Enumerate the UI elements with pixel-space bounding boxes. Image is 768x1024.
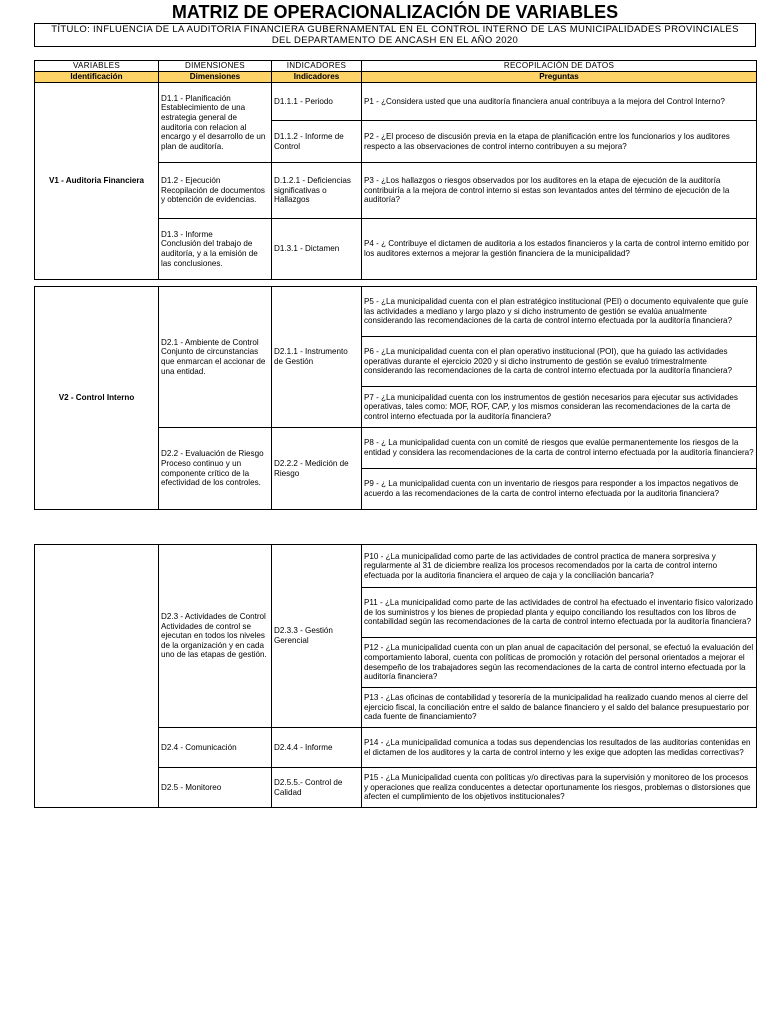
indicator-d1-3-1: D1.3.1 - Dictamen	[272, 219, 362, 280]
question-p9: P9 - ¿ La municipalidad cuenta con un inventario de riesgos para responder a los impactos negativos de acuerdo a las recomendaciones de la carta de control interno efectuada por la auditoria financiera?	[362, 469, 757, 510]
dimension-description: Recopilación de documentos y obtención de evidencias.	[161, 185, 265, 205]
dimension-description: Conjunto de circunstancias que enmarcan el accionar de una entidad.	[161, 347, 266, 376]
question-p13: P13 - ¿Las oficinas de contabilidad y tesorería de la municipalidad ha realizado cuando menos al cierre del ejercicio fiscal, la conciliación entre el saldo de balance financiero y el saldo del balance presupuestario por cada fuente de financiamiento?	[362, 688, 757, 728]
variable-cell-empty	[35, 545, 159, 808]
dimension-title: D2.2 - Evaluación de Riesgo	[161, 449, 264, 459]
dimension-description: Proceso continuo y un componente crítico de la efectividad de los controles.	[161, 458, 261, 488]
question-p14: P14 - ¿La municipalidad comunica a todas sus dependencias los resultados de las auditorias contenidas en el dictamen de los auditores y la carta de control interno y les exige que adopten las medidas correctivas?	[362, 728, 757, 768]
question-p1: P1 - ¿Considera usted que una auditoría financiera anual contribuya a la mejora del Control Interno?	[362, 83, 757, 121]
operationalization-matrix-part-1	[34, 60, 757, 280]
dimension-d2-2	[159, 428, 272, 510]
dimension-d2-5: D2.5 - Monitoreo	[159, 768, 272, 808]
variable-v2: V2 - Control Interno	[35, 287, 159, 510]
subheader-preguntas: Preguntas	[362, 72, 757, 83]
dimension-description: Establecimiento de una estrategia general de auditoria con relacion al encargo y el desarrollo de un plan de auditoría.	[161, 103, 266, 151]
indicator-d2-4-4: D2.4.4 - Informe	[272, 728, 362, 768]
subtitle-line-2: DEL DEPARTAMENTO DE ANCASH EN EL AÑO 2020	[271, 35, 519, 46]
table-row	[35, 83, 757, 121]
indicator-d1-1-1: D1.1.1 - Periodo	[272, 83, 362, 121]
dimension-d1-1	[159, 83, 272, 163]
subheader-dimensiones: Dimensiones	[159, 72, 272, 83]
table-row	[35, 545, 757, 588]
operationalization-matrix-v2	[34, 286, 757, 510]
indicator-d1-2-1: D.1.2.1 - Deficiencias significativas o Hallazgos	[272, 163, 362, 219]
indicator-d2-2-2: D2.2.2 - Medición de Riesgo	[272, 428, 362, 510]
question-p15: P15 - ¿La Municipalidad cuenta con políticas y/o directivas para la supervisión y monitoreo de los procesos y operaciones que realiza conducentes a detectar oportunamente los riesgos, problemas o distorsiones que afecten el cumplimiento de los objetivos institucionales?	[362, 768, 757, 808]
question-p6: P6 - ¿La municipalidad cuenta con el plan operativo institucional (POI), que ha guiado las actividades operativas durante el ejercicio 2020 y si dicho instrumento de gestión se evaluó trimestralmente considerando las recomendaciones de la carta de control interno efectuada por la auditoría financiera?	[362, 337, 757, 387]
table-row	[35, 287, 757, 337]
operationalization-matrix-part-2	[34, 544, 757, 808]
subheader-row	[35, 72, 757, 83]
variable-v1: V1 - Auditoria Financiera	[35, 83, 159, 280]
subheader-identificacion: Identificación	[35, 72, 159, 83]
dimension-d2-1	[159, 287, 272, 428]
dimension-title: D2.1 - Ambiente de Control	[161, 337, 259, 347]
question-p8: P8 - ¿ La municipalidad cuenta con un comité de riesgos que evalúe permanentemente los riesgos de la entidad y considera las recomendaciones de la carta de control interno efectuada por la auditoría financiera?	[362, 428, 757, 469]
dimension-d2-3	[159, 545, 272, 728]
indicator-d2-3-3: D2.3.3 - Gestión Gerencial	[272, 545, 362, 728]
question-p7: P7 - ¿La municipalidad cuenta con los instrumentos de gestión necesarios para ejecutar sus actividades operativas, tales como: MOF, ROF, CAP, y los mismos consideran las recomendaciones de la carta de control interno efectuada por la auditoría financiera?	[362, 387, 757, 428]
dimension-d2-4: D2.4 - Comunicación	[159, 728, 272, 768]
dimension-d1-2	[159, 163, 272, 219]
dimension-title: D1.1 - Planificación	[161, 93, 231, 103]
question-p10: P10 - ¿La municipalidad como parte de las actividades de control practica de manera sorpresiva y regularmente al 31 de diciembre realiza los procesos recomendados por la carta de control interno efectuada por la auditoria financiera el arqueo de caja y la conciliación bancaria?	[362, 545, 757, 588]
document-subtitle	[34, 23, 756, 47]
question-p12: P12 - ¿La municipalidad cuenta con un plan anual de capacitación del personal, se efectuó la evaluación del comportamiento laboral, cuenta con políticas de promoción y rotación del personal orientados a mejorar el desempeño de los trabajadores según las recomendaciones de la carta de control interno efectuada por la auditoría financiera?	[362, 638, 757, 688]
dimension-description: Actividades de control se ejecutan en todos los niveles de la organización y en cada uno de las etapas de gestión.	[161, 621, 267, 660]
dimension-description: Conclusión del trabajo de auditoría, y a la emisión de las conclusiones.	[161, 239, 258, 268]
question-p5: P5 - ¿La municipalidad cuenta con el plan estratégico institucional (PEI) o documento equivalente que guíe las actividades a mediano y largo plazo y si dicho instrumento de gestión se evalúa anualmente considerando las recomendaciones de la carta de control interno efectuada por la auditoría financiera?	[362, 287, 757, 337]
page-title: MATRIZ DE OPERACIONALIZACIÓN DE VARIABLES	[171, 2, 619, 22]
question-p11: P11 - ¿La municipalidad como parte de las actividades de control ha efectuado el inventario físico valorizado de los suministros y los bienes de propiedad planta y equipo conciliando los resultados con los libros de contabilidad según las recomendaciones de la carta de control interno efectuada por la auditoría financiera?	[362, 588, 757, 638]
dimension-title: D1.3 - Informe	[161, 229, 213, 239]
header-dimensiones: DIMENSIONES	[159, 61, 272, 72]
dimension-d1-3	[159, 219, 272, 280]
indicator-d2-1-1: D2.1.1 - Instrumento de Gestión	[272, 287, 362, 428]
dimension-title: D1.2 - Ejecución	[161, 176, 221, 186]
header-recopilacion: RECOPILACIÓN DE DATOS	[362, 61, 757, 72]
header-row	[35, 61, 757, 72]
header-indicadores: INDICADORES	[272, 61, 362, 72]
subtitle-line-1: TÍTULO: INFLUENCIA DE LA AUDITORIA FINANCIERA GUBERNAMENTAL EN EL CONTROL INTERNO DE LAS MUNICIPALIDADES PROVINCIALES	[51, 24, 739, 35]
dimension-title: D2.3 - Actividades de Control	[161, 612, 266, 622]
question-p2: P2 - ¿El proceso de discusión previa en la etapa de planificación entre los funcionarios y los auditores respecto a las observaciones de control interno contribuyen a su mejora?	[362, 121, 757, 163]
indicator-d1-1-2: D1.1.2 - Informe de Control	[272, 121, 362, 163]
subheader-indicadores: Indicadores	[272, 72, 362, 83]
indicator-d2-5-5: D2.5.5.- Control de Calidad	[272, 768, 362, 808]
header-variables: VARIABLES	[35, 61, 159, 72]
question-p3: P3 - ¿Los hallazgos o riesgos observados por los auditores en la etapa de ejecución de la auditoría contribuiría a la mejora de control interno si estas son levantados antes del término de ejecución de la auditoría?	[362, 163, 757, 219]
question-p4: P4 - ¿ Contribuye el dictamen de auditoria a los estados financieros y la carta de control interno emitido por los auditores externos a mejorar la gestión financiera de la municipalidad?	[362, 219, 757, 280]
